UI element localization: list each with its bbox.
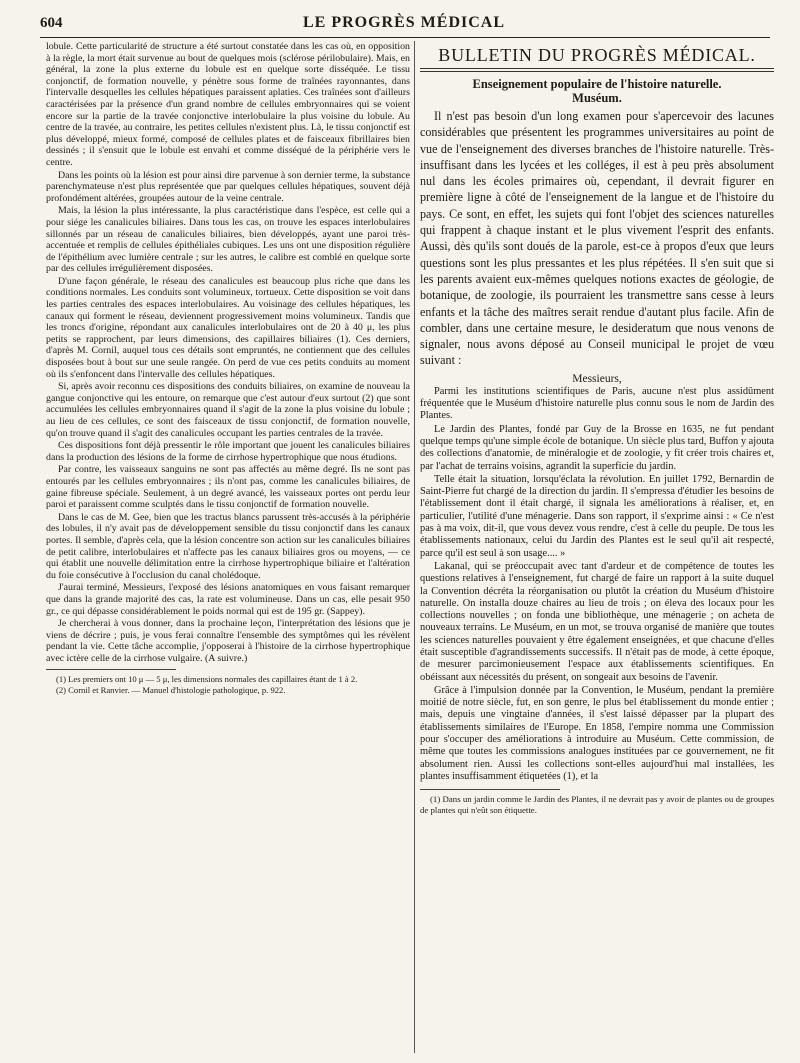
- left-paragraph: Dans le cas de M. Gee, bien que les tractus blancs parussent très-accusés à la périphérie des lobules, il n'y avait pas de développement sensible du tissu conjonctif dans les canaux portes. Il semble, d'après cela, que la lésion concentre son action sur les canalicules biliaires de petit calibre, interlobulaires et n'affecte pas les canaux biliaires gros ou moyens, — ce qui établit une nouvelle délimitation entre la cirrhose hypertrophique biliaire et l'altération du foie consécutive à l'occlusion du canal cholédoque.: [46, 511, 410, 581]
- left-footnote: (2) Cornil et Ranvier. — Manuel d'histologie pathologique, p. 922.: [56, 684, 286, 695]
- page-number: 604: [40, 15, 63, 31]
- left-column-body: [46, 41, 410, 664]
- left-paragraph: Si, après avoir reconnu ces dispositions des conduits biliaires, on examine de nouveau la gangue conjonctive qui les entoure, on remarque que c'est autour d'eux surtout (2) que sont accumulées les cellules embryonnaires quand il s'agit de la zone la plus voisine du lobule ; au lieu de ces cellules, ce sont des faisceaux de tissu conjonctif, de formation nouvelle, qu'on trouve quand il s'agit des canalicules occupant les parties centrales de la travée.: [46, 381, 410, 439]
- right-column-body: [420, 386, 774, 784]
- section-title: Enseignement populaire de l'histoire naturelle.: [472, 77, 722, 91]
- journal-title: LE PROGRÈS MÉDICAL: [302, 14, 506, 31]
- left-paragraph: Mais, la lésion la plus intéressante, la plus caractéristique dans l'espèce, est celle qui a pour siége les canalicules biliaires. Dans tous les cas, on trouve les espaces interlobulaires sillonnés par un réseau de canalicules biliaires, bien développés, ayant une paroi très-accentuée et remplis de cellules épithéliales cubiques. Les uns ont une disposition régulière de l'épithélium avec lumière centrale ; sur les autres, le calibre est comblé en quelque sorte par des cellules irrégulièrement disposées.: [46, 205, 410, 275]
- right-paragraph: Parmi les institutions scientifiques de Paris, aucune n'est plus assidûment fréquentée que le Muséum d'histoire naturelle plus connu sous le nom de Jardin des Plantes.: [420, 385, 774, 422]
- intro-block: [420, 108, 774, 369]
- left-footnote: (1) Les premiers ont 10 μ — 5 μ, les dimensions normales des capillaires étant de 1 à 2.: [56, 674, 358, 685]
- left-paragraph: Ces dispositions font déjà pressentir le rôle important que jouent les canalicules biliaires dans la production des lésions de la forme de cirrhose hypertrophique que nous étudions.: [46, 440, 410, 463]
- right-paragraph: Grâce à l'impulsion donnée par la Convention, le Muséum, pendant la première moitié de notre siècle, fut, en son genre, le plus bel établissement du monde entier ; mais, depuis une vingtaine d'années, il s'est laissé dépasser par la plupart des établissements similaires de l'Europe. En 1858, l'empire nomma une Commission pour s'occuper des améliorations à introduire au Muséum. Cette commission, de même que toutes les commissions analogues instituées par ce gouvernement, ne fit absolument rien. Aussi les collections sont-elles aujourd'hui mal installées, les plantes insuffisamment étiquetées (1), et la: [420, 684, 774, 782]
- left-paragraph: D'une façon générale, le réseau des canalicules est beaucoup plus riche que dans les conditions normales. Les conduits sont volumineux, tortueux. Cette disposition se voit dans les parties centrales des espaces interlobulaires. Au voisinage des cellules hépatiques, les canaux qui forment le réseau, deviennent progressivement moins volumineux. Tandis que les troncs d'origine, répondant aux canalicules interlobulaires ont de 20 à 40 μ, les plus petits se rapprochent, par leurs dimensions, des capillaires biliaires (1). Ces derniers, d'après M. Cornil, auquel tous ces détails sont empruntés, ne contiennent que des cellules disposées bout à bout sur une seule rangée. On perd de vue ces petits conduits au moment où ils s'enfoncent dans l'intervalle des cellules hépatiques.: [46, 275, 410, 380]
- left-footnote-rule: [46, 669, 176, 670]
- left-paragraph: Dans les points où la lésion est pour ainsi dire parvenue à son dernier terme, la substance parenchymateuse n'est plus représentée que par quelques cellules hépatiques, souvent déjà profondément altérées, groupées autour de la veine centrale.: [46, 169, 410, 204]
- right-paragraph: Le Jardin des Plantes, fondé par Guy de la Brosse en 1635, ne fut pendant quelque temps qu'une simple école de botanique. Un siècle plus tard, Buffon y ajouta des collections d'anatomie, de minéralogie et de zoologie, y fit créer trois chaires et, par l'achat de terrains voisins, agrandit la superficie du jardin.: [420, 423, 775, 472]
- header-rule: [40, 37, 770, 38]
- bulletin-double-rule: [420, 68, 774, 72]
- salutation: Messieurs,: [572, 372, 622, 385]
- right-paragraph: Telle était la situation, lorsqu'éclata la révolution. En juillet 1792, Bernardin de Saint-Pierre fut chargé de la direction du jardin. Il s'empressa d'étudier les besoins de l'établissement dont il était chargé, il signala les améliorations à réaliser, et, en particulier, l'utilité d'une ménagerie. Dans son rapport, il s'exprime ainsi : « Ce n'est pas à ma voix, dit-il, que vous devez vous rendre, c'est à celle du peuple. De tous les établissements nationaux, celui du Jardin des Plantes est le seul qu'il ait respecté, parce qu'il est seul à son usage.... »: [420, 473, 774, 559]
- left-paragraph: J'aurai terminé, Messieurs, l'exposé des lésions anatomiques en vous faisant remarquer que dans la grande majorité des cas, la rate est volumineuse. Dans un cas, elle pesait 950 gr., ce qui dépasse considérablement le poids normal qui est de 195 gr. (Sappey).: [46, 582, 410, 617]
- right-paragraph: Lakanal, qui se préoccupait avec tant d'ardeur et de compétence de toutes les questions relatives à l'enseignement, fut chargé de faire un rapport à la suite duquel la Convention décréta la réorganisation ou plutôt la création du Muséum d'histoire naturelle. On installa douze chaires au lieu de trois ; on éleva des locaux pour les collections nouvelles ; on fonda une bibliothèque, une ménagerie ; on acheta de nouveaux terrains. Le Muséum, en un mot, se trouva organisé de manière que toutes les sciences naturelles pouvaient y être également enseignées, et que chacune d'elles était susceptible d'agrandissements successifs. Il n'était pas de mode, à cette époque, de mesurer parcimonieusement l'espace aux établissements scientifiques. En obéissant aux nécessités du présent, on songeait aux besoins de l'avenir.: [420, 560, 774, 683]
- section-subtitle: Muséum.: [572, 91, 622, 105]
- right-footnote-rule: [420, 789, 560, 790]
- left-paragraph: Par contre, les vaisseaux sanguins ne sont pas affectés au même degré. Ils ne sont pas entourés par les cellules embryonnaires ; ils n'ont pas, comme les canalicules biliaires, de gaine fibreuse spéciale. Seulement, à un degré avancé, les vaisseaux portes ont perdu leur paroi et paraissent comme sculptés dans le tissu conjonctif de formation nouvelle.: [46, 464, 410, 511]
- right-footnote: (1) Dans un jardin comme le Jardin des Plantes, il ne devrait pas y avoir de plantes ou de groupes de plantes qui n'eût son étiquette.: [420, 794, 774, 816]
- column-divider: [414, 41, 415, 1053]
- bulletin-title: BULLETIN DU PROGRÈS MÉDICAL.: [438, 45, 756, 65]
- intro-paragraph: Il n'est pas besoin d'un long examen pour s'apercevoir des lacunes considérables que présentent les programmes universitaires au point de vue de l'enseignement des diverses branches de l'histoire naturelle. Très-insuffisant dans les lycées et les colléges, il est à peu près absolument nul dans les écoles primaires où, cependant, il devrait figurer en première ligne à côté de l'enseignement de la langue et de l'histoire du pays. Ce sont, en effet, les sujets qui font l'objet des sciences naturelles qui frappent à chaque instant et le plus vivement l'esprit des enfants. Aussi, dès qu'ils sont doués de la parole, est-ce à propos d'eux que leurs questions sont les plus pressantes et les plus répétées. Il s'en suit que si les parents avaient eux-mêmes quelques notions exactes de géologie, de botanique, de zoologie, ils pourraient les transmettre sans cesse à leurs enfants et la tâche des maîtres serait rendue d'autant plus facile. Afin de combler, dans une certaine mesure, le desideratum que nous venons de signaler, nous avons déposé au Conseil municipal le projet de vœu suivant :: [420, 109, 774, 368]
- left-column: [46, 41, 410, 695]
- right-column: [420, 41, 774, 816]
- running-header: [40, 13, 768, 37]
- left-paragraph: Je chercherai à vous donner, dans la prochaine leçon, l'interprétation des lésions que je viens de décrire ; puis, je vous ferai connaître l'ensemble des symptômes qui les révèlent pendant la vie. Cette tâche accomplie, j'opposerai à l'histoire de la cirrhose hypertrophique avec ictère celle de la cirrhose vulgaire. (A suivre.): [46, 618, 410, 664]
- left-paragraph: lobule. Cette particularité de structure a été surtout constatée dans les cas où, en opposition à la règle, la mort était survenue au bout de quelques mois (sclérose périlobulaire). Mais, en général, la zone la plus externe du lobule est en quelque sorte disséquée. Le tissu conjonctif, de formation nouvelle, y pénètre sous forme de traînées rayonnantes, dans l'intervalle desquelles les cellules hépatiques paraissent aplaties. Ces traînées sont d'ailleurs caractérisées par la présence d'un grand nombre de cellules embryonnaires qui se voient encore sur la partie de la travée conjonctive interlobulaire la plus voisine du lobule. Au centre de la travée, au contraire, les petites cellules n'existent plus. Là, le tissu conjonctif est plus développé, mieux formé, composé de cellules plates et de faisceaux fibrillaires bien dessinés ; il s'ensuit que le lobule est envahi et comme disséqué de la périphérie vers le centre.: [46, 41, 410, 168]
